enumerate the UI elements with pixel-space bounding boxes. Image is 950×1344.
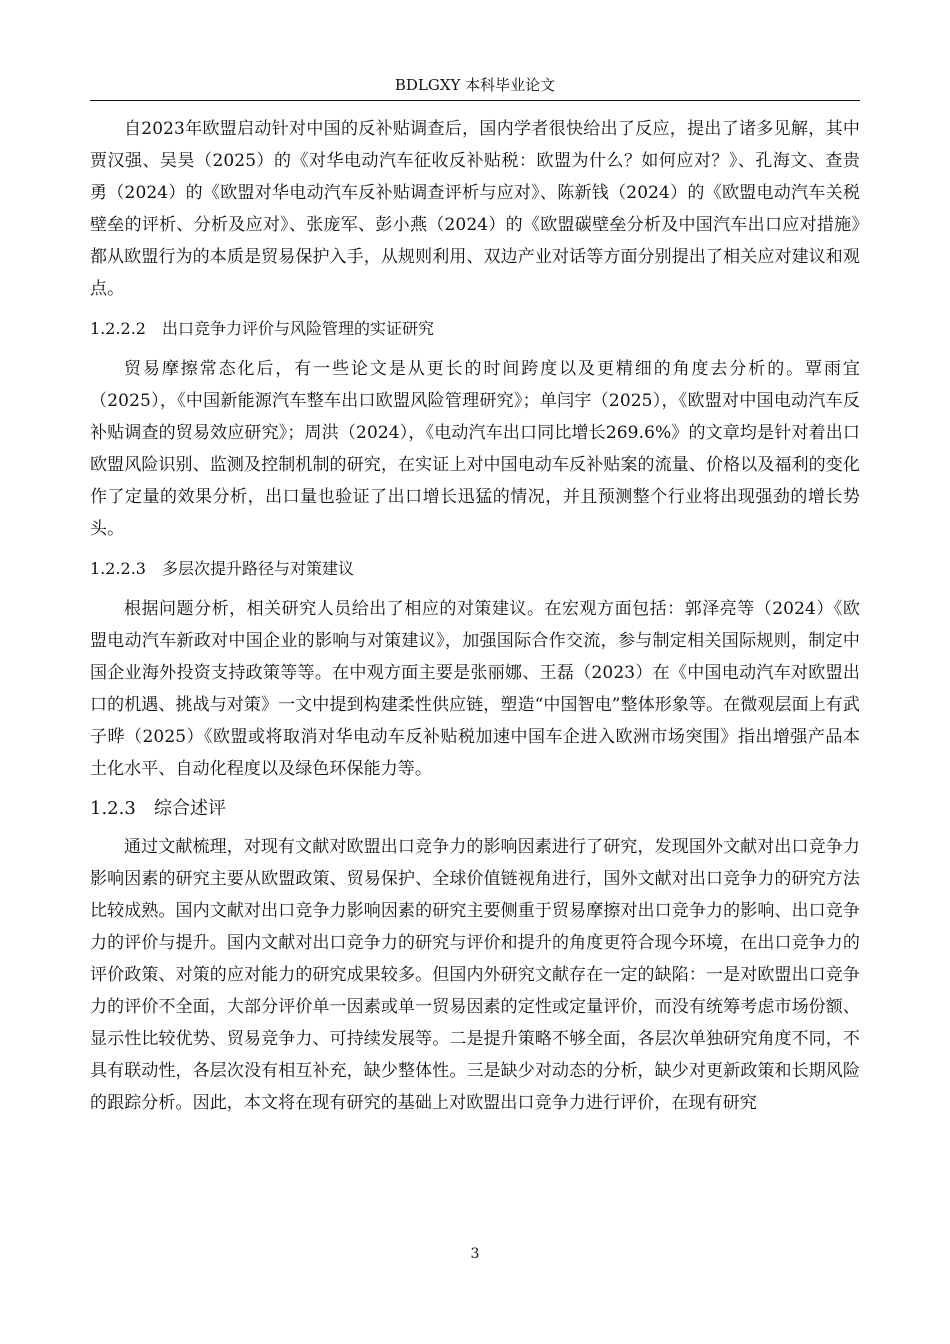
page-number: 3	[470, 1246, 480, 1262]
heading-title: 多层次提升路径与对策建议	[162, 559, 355, 578]
paragraph-summary-review: 通过文献梳理，对现有文献对欧盟出口竞争力的影响因素进行了研究，发现国外文献对出口竞争力影响因素的研究主要从欧盟政策、贸易保护、全球价值链视角进行，国外文献对出口竞争力的研究方法比较成熟。国内文献对出口竞争力影响因素的研究主要侧重于贸易摩擦对出口竞争力的影响、出口竞争力的评价与提升。国内文献对出口竞争力的研究与评价和提升的角度更符合现今环境，在出口竞争力的评价政策、对策的应对能力的研究成果较多。但国内外研究文献存在一定的缺陷：一是对欧盟出口竞争力的评价不全面，大部分评价单一因素或单一贸易因素的定性或定量评价，而没有统筹考虑市场份额、显示性比较优势、贸易竞争力、可持续发展等。二是提升策略不够全面，各层次单独研究角度不同，不具有联动性，各层次没有相互补充，缺少整体性。三是缺少对动态的分析，缺少对更新政策和长期风险的跟踪分析。因此，本文将在现有研究的基础上对欧盟出口竞争力进行评价，在现有研究	[90, 837, 860, 1113]
running-header: BDLGXY 本科毕业论文	[394, 76, 556, 94]
heading-number: 1.2.2.3	[90, 559, 146, 578]
heading-1-2-2-3	[90, 553, 860, 585]
paragraph-policy-suggestions: 根据问题分析，相关研究人员给出了相应的对策建议。在宏观方面包括：郭泽亮等（2024）《欧盟电动汽车新政对中国企业的影响与对策建议》，加强国际合作交流，参与制定相关国际规则，制定中国企业海外投资支持政策等等。在中观方面主要是张丽娜、王磊（2023）在《中国电动汽车对欧盟出口的机遇、挑战与对策》一文中提到构建柔性供应链，塑造“中国智电”整体形象等。在微观层面上有武子晔（2025）《欧盟或将取消对华电动车反补贴税加速中国车企进入欧洲市场突围》指出增强产品本土化水平、自动化程度以及绿色环保能力等。	[90, 599, 860, 779]
header-rule	[90, 100, 860, 101]
heading-number: 1.2.3	[90, 798, 136, 819]
heading-1-2-2-2	[90, 313, 860, 345]
heading-title: 出口竞争力评价与风险管理的实证研究	[162, 319, 435, 338]
page-body	[90, 113, 860, 1119]
paragraph-empirical-research: 贸易摩擦常态化后，有一些论文是从更长的时间跨度以及更精细的角度去分析的。覃雨宜（2025），《中国新能源汽车整车出口欧盟风险管理研究》；单闫宇（2025），《欧盟对中国电动汽车反补贴调查的贸易效应研究》；周洪（2024），《电动汽车出口同比增长269.6%》的文章均是针对着出口欧盟风险识别、监测及控制机制的研究，在实证上对中国电动车反补贴案的流量、价格以及福利的变化作了定量的效果分析，出口量也验证了出口增长迅猛的情况，并且预测整个行业将出现强劲的增长势头。	[90, 359, 860, 539]
heading-number: 1.2.2.2	[90, 319, 146, 338]
heading-title: 综合述评	[154, 798, 226, 819]
paragraph-eu-antisubsidy-responses: 自2023年欧盟启动针对中国的反补贴调查后，国内学者很快给出了反应，提出了诸多见解，其中贾汉强、吴昊（2025）的《对华电动汽车征收反补贴税：欧盟为什么？如何应对？》、孔海文、查贵勇（2024）的《欧盟对华电动汽车反补贴调查评析与应对》、陈新钱（2024）的《欧盟电动汽车关税壁垒的评析、分析及应对》、张庞军、彭小燕（2024）的《欧盟碳壁垒分析及中国汽车出口应对措施》都从欧盟行为的本质是贸易保护入手，从规则利用、双边产业对话等方面分别提出了相关应对建议和观点。	[90, 119, 860, 299]
heading-1-2-3	[90, 793, 860, 825]
